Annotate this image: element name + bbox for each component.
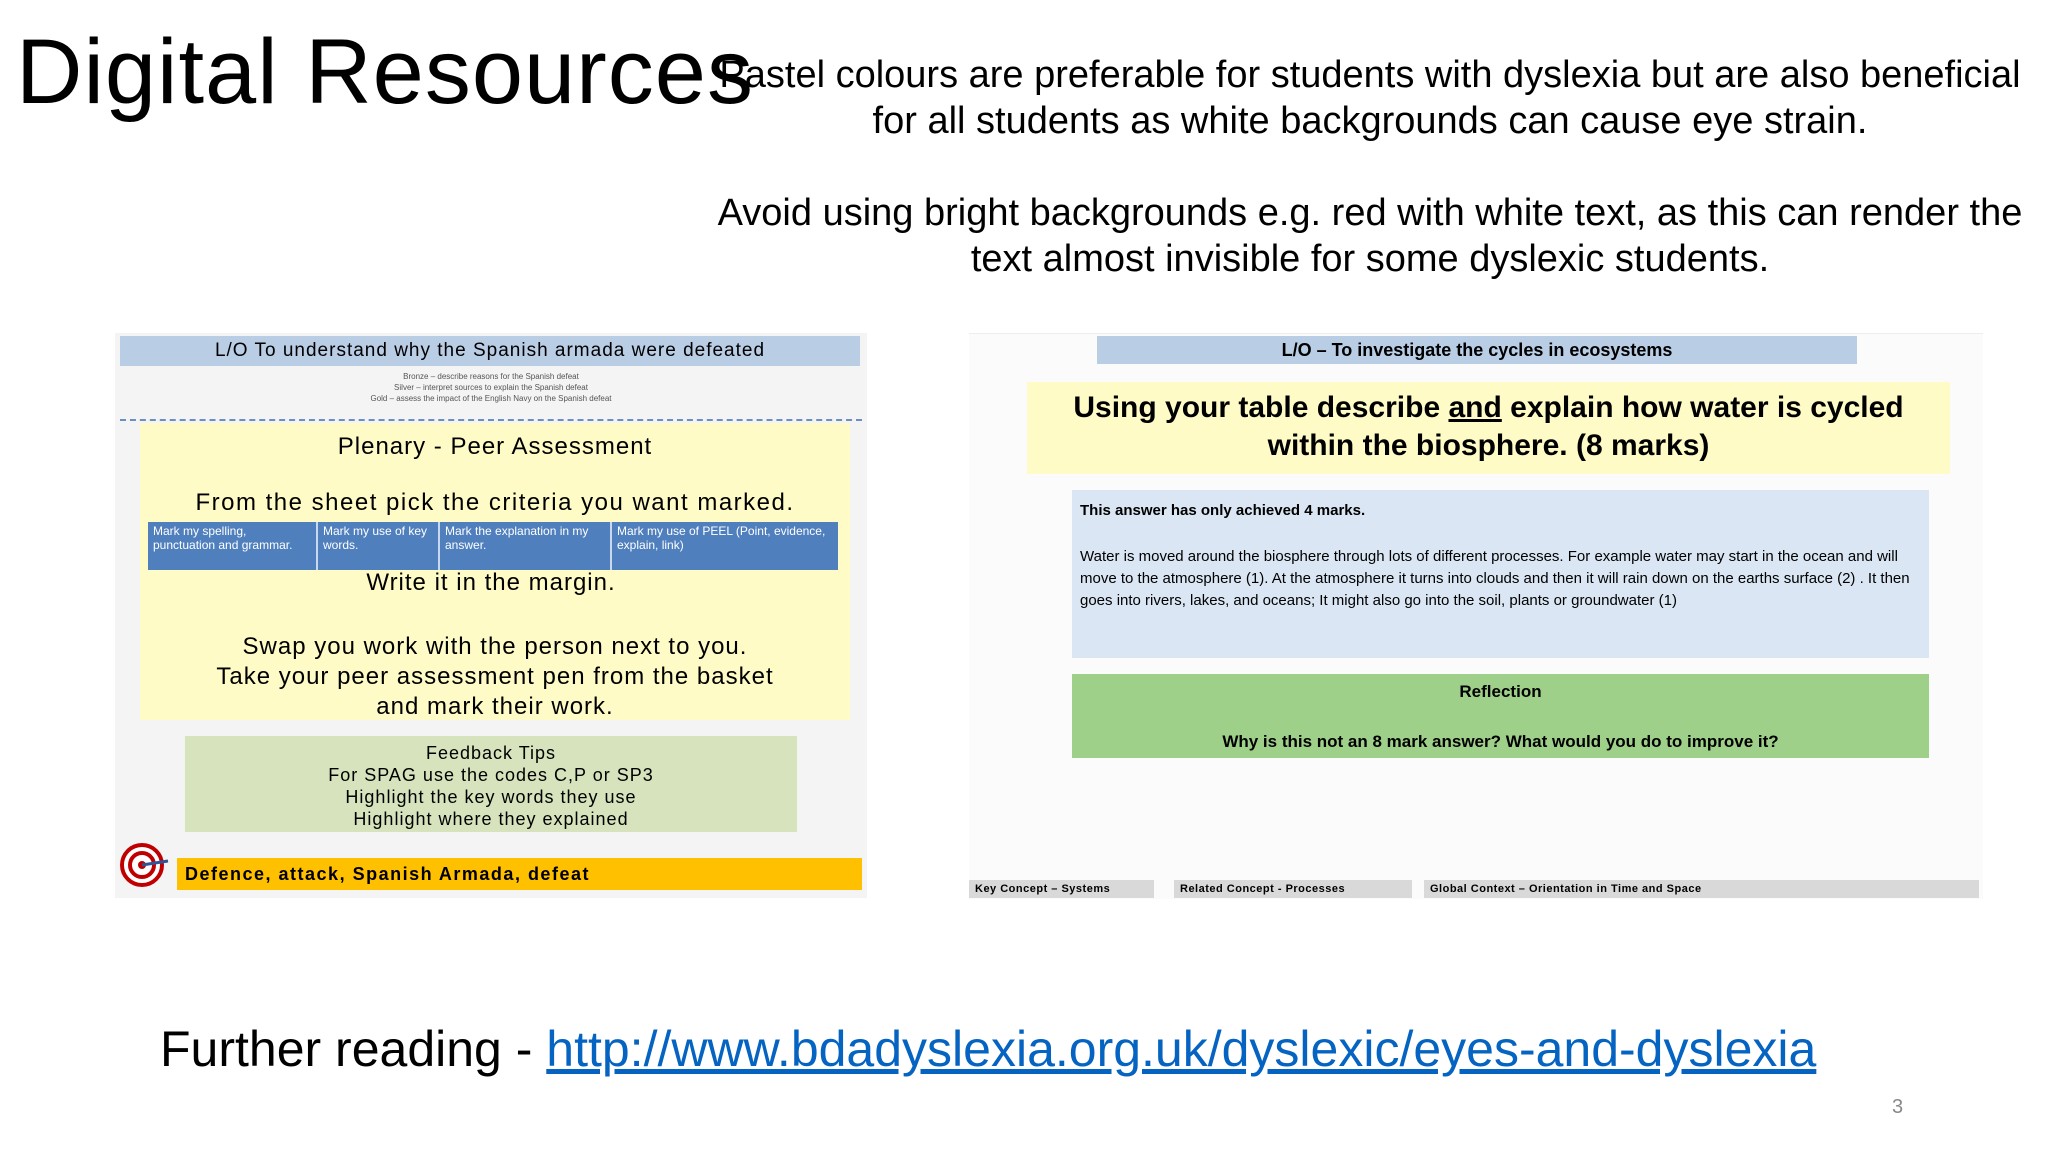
key-concept-tab: Key Concept – Systems <box>969 880 1154 898</box>
success-criteria <box>115 371 867 404</box>
exam-question <box>1027 382 1950 474</box>
question-text-start: Using your table describe <box>1073 391 1449 424</box>
dashed-divider <box>120 419 862 421</box>
swap-line-1: Swap you work with the person next to you. <box>242 633 748 660</box>
reflection-question: Why is this not an 8 mark answer? What would you do to improve it? <box>1222 732 1779 751</box>
answer-body: Water is moved around the biosphere through lots of different processes. For example water may start in the ocean and will move to the atmosphere (1). At the atmosphere it turns into clouds and then it will rain down on the earths surface (2) . It then goes into rivers, lakes, and oceans; It might also go into the soil, plants or groundwater (1) <box>1080 548 1910 609</box>
reflection-title: Reflection <box>1459 682 1542 701</box>
model-answer-box <box>1072 490 1929 658</box>
criteria-cell-explanation: Mark the explanation in my answer. <box>440 522 612 570</box>
criteria-instruction: From the sheet pick the criteria you want marked. <box>195 489 795 516</box>
further-reading <box>160 1020 1816 1078</box>
tips-line-3: Highlight where they explained <box>353 809 629 829</box>
example-slide-armada <box>115 333 867 898</box>
learning-objective-bar: L/O To understand why the Spanish armada were defeated <box>120 336 860 366</box>
further-reading-link[interactable]: http://www.bdadyslexia.org.uk/dyslexic/eyes-and-dyslexia <box>546 1021 1817 1077</box>
slide-title: Digital Resources <box>16 21 754 123</box>
criteria-cell-peel: Mark my use of PEEL (Point, evidence, explain, link) <box>617 524 826 552</box>
tier-gold: Gold – assess the impact of the English Navy on the Spanish defeat <box>370 394 612 403</box>
margin-instruction: Write it in the margin. <box>366 569 616 596</box>
question-underlined-word: and <box>1448 391 1502 424</box>
intro-text <box>700 52 2040 282</box>
swap-line-3: and mark their work. <box>376 693 614 720</box>
global-context-tab: Global Context – Orientation in Time and Space <box>1424 880 1979 898</box>
question-text-end: explain how water is cycled within the biosphere. (8 marks) <box>1267 391 1904 462</box>
intro-paragraph-1: Pastel colours are preferable for students with dyslexia but are also beneficial for all students as white backgrounds can cause eye strain. <box>719 54 2021 142</box>
intro-paragraph-2: Avoid using bright backgrounds e.g. red with white text, as this can render the text almost invisible for some dyslexic students. <box>717 192 2023 280</box>
learning-objective-bar: L/O – To investigate the cycles in ecosystems <box>1097 336 1857 364</box>
tier-bronze: Bronze – describe reasons for the Spanish defeat <box>403 372 579 381</box>
tier-silver: Silver – interpret sources to explain the Spanish defeat <box>394 383 588 392</box>
swap-instruction <box>140 632 850 722</box>
target-icon <box>120 841 170 891</box>
criteria-cell-spag: Mark my spelling, punctuation and grammar. <box>148 522 318 570</box>
page-number: 3 <box>1892 1096 1904 1118</box>
tips-line-1: For SPAG use the codes C,P or SP3 <box>328 765 654 785</box>
criteria-table <box>148 522 838 570</box>
further-reading-label: Further reading - <box>160 1021 547 1077</box>
feedback-tips-box <box>185 736 797 832</box>
tips-heading: Feedback Tips <box>425 743 557 763</box>
keywords-bar: Defence, attack, Spanish Armada, defeat <box>177 858 862 890</box>
related-concept-tab: Related Concept - Processes <box>1174 880 1412 898</box>
plenary-heading: Plenary - Peer Assessment <box>337 433 653 460</box>
tips-line-2: Highlight the key words they use <box>345 787 637 807</box>
criteria-cell-keywords: Mark my use of key words. <box>318 522 440 570</box>
swap-line-2: Take your peer assessment pen from the basket <box>216 663 774 690</box>
answer-heading: This answer has only achieved 4 marks. <box>1080 502 1366 519</box>
example-slide-ecosystems <box>969 333 1983 899</box>
reflection-box <box>1072 674 1929 758</box>
